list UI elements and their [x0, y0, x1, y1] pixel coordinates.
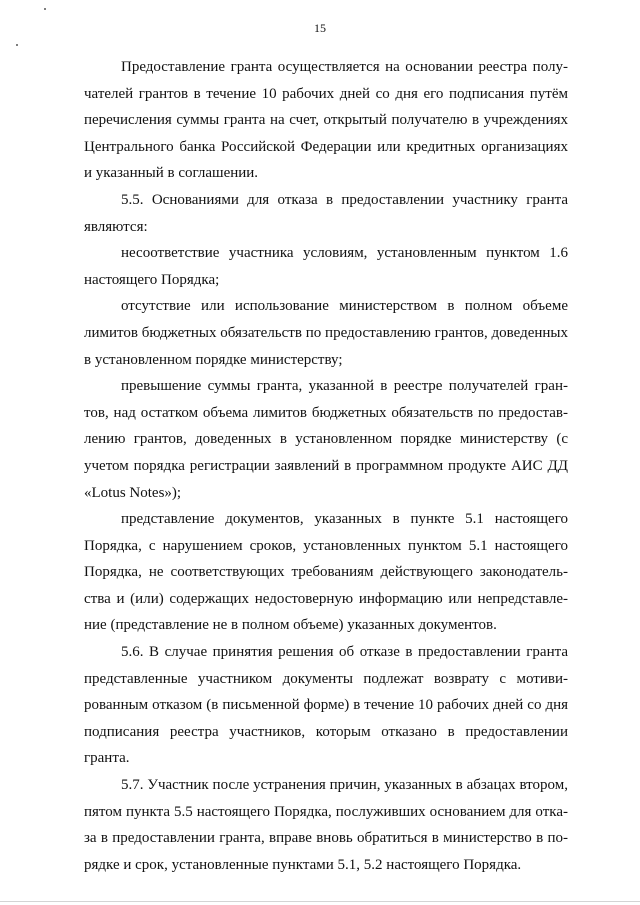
paragraph-5-5-refusal-grounds: 5.5. Основаниями для отказа в предоставлении участнику гранта являются:	[84, 191, 568, 235]
scan-speck	[44, 8, 46, 10]
scan-speck	[16, 44, 18, 46]
paragraph-5-7-reapplication: 5.7. Участник после устранения причин, указанных в абзацах втором, пятом пункта 5.5 настоящего Порядка, послуживших основанием для отказа в предоставлении гранта, вправе вновь обратиться в министерство в порядке и срок, установленные пунктами 5.1, 5.2 настоящего Порядка.	[84, 777, 568, 873]
paragraph-documents-violation: представление документов, указанных в пункте 5.1 настоящего Порядка, с нарушением сроков, установленных пунктом 5.1 настоящего Порядка, не соответствующих требованиям действующего законодательства и (или) содержащих недостоверную информацию или непредставление (представление не в полном объеме) указанных документов.	[84, 511, 568, 634]
paragraph-budget-limits: отсутствие или использование министерством в полном объеме лимитов бюджетных обязательств по предоставлению грантов, доведенных в установленном порядке министерству;	[84, 298, 568, 368]
paragraph-non-compliance: несоответствие участника условиям, установленным пунктом 1.6 настоящего Порядка;	[84, 245, 568, 288]
scan-bottom-edge	[0, 901, 640, 902]
paragraph-grant-excess: превышение суммы гранта, указанной в реестре получателей грантов, над остатком объема лимитов бюджетных обязательств по предоставлению грантов, доведенных в установленном порядке министерству (с учетом порядка регистрации заявлений в программном продукте АИС ДД «Lotus Notes»);	[84, 378, 568, 501]
paragraph-5-6-document-return: 5.6. В случае принятия решения об отказе в предоставлении гранта представленные участником документы подлежат возврату с мотивированным отказом (в письменной форме) в течение 10 рабочих дней со дня подписания реестра участников, которым отказано в предоставлении гранта.	[84, 644, 568, 767]
paragraph-grant-provision: Предоставление гранта осуществляется на основании реестра получателей грантов в течение 10 рабочих дней со дня его подписания путём перечисления суммы гранта на счет, открытый получателю в учреждениях Центрального банка Российской Федерации или кредитных организациях и указанный в соглашении.	[84, 59, 568, 182]
document-body	[84, 54, 568, 878]
page-number: 15	[314, 21, 326, 35]
